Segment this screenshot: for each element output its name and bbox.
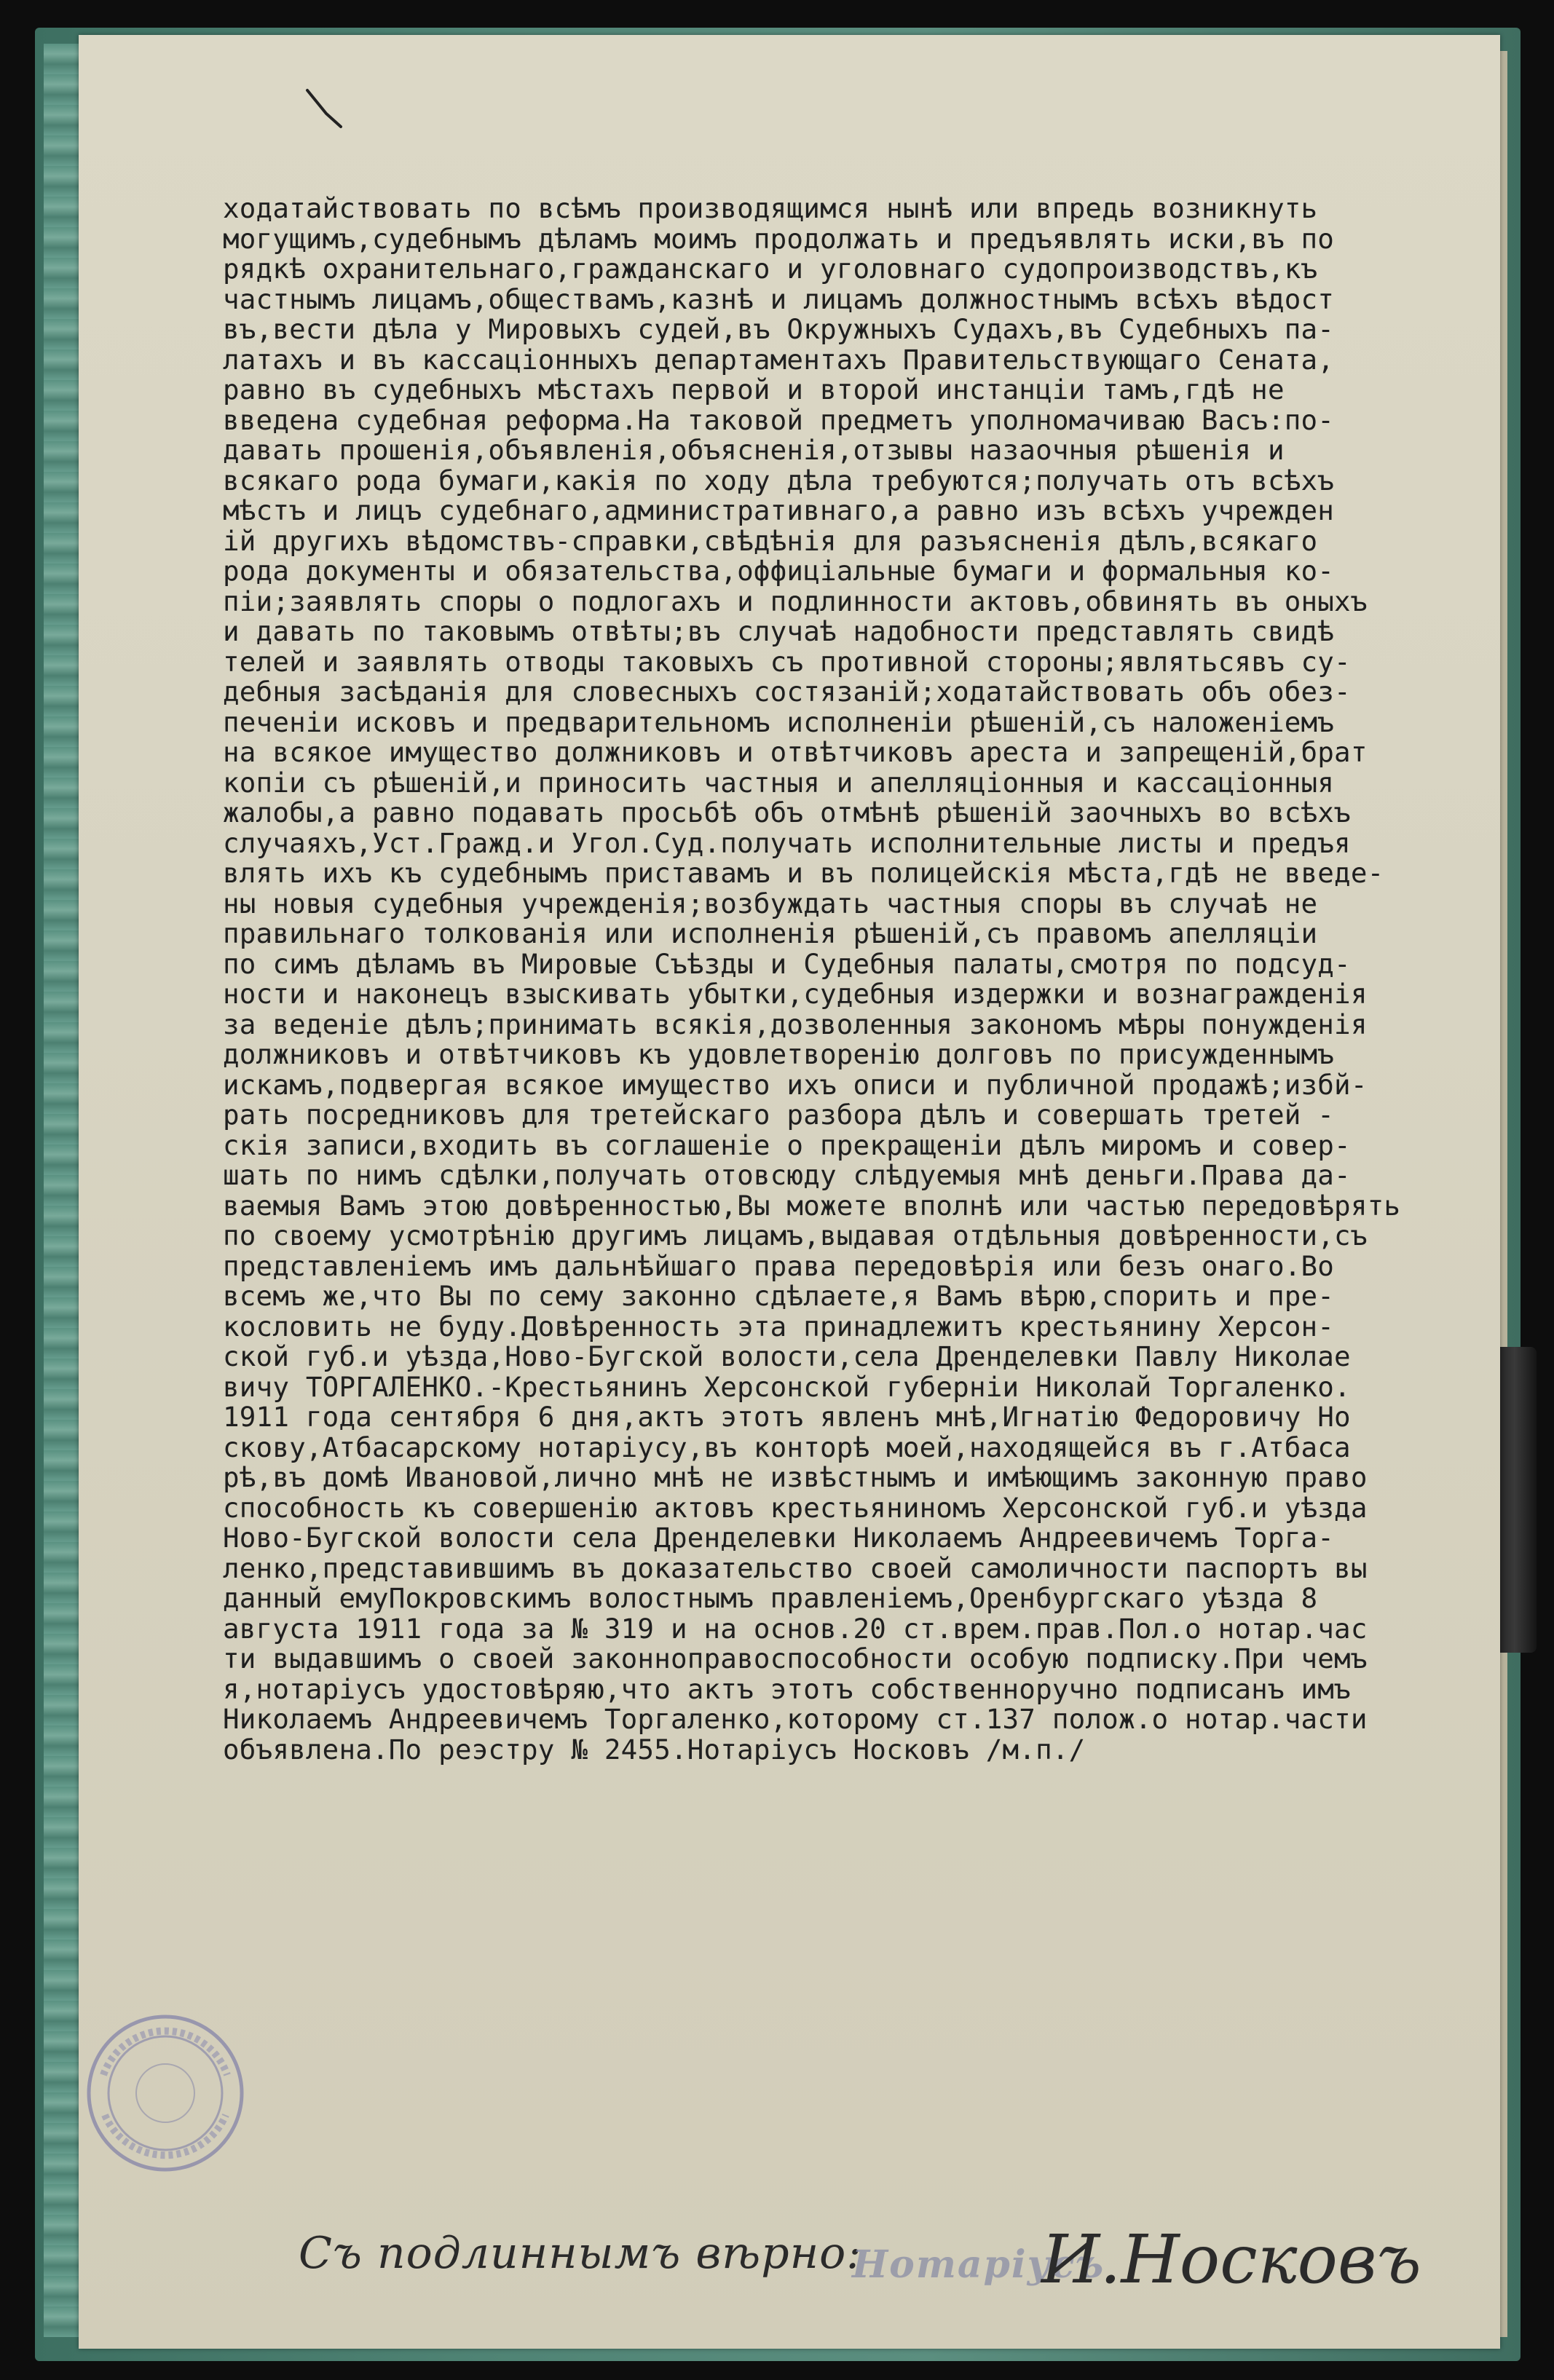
text-line: скову,Атбасарскому нотаріусу,въ конторѣ моей,находящейся въ г.Атбаса	[223, 1431, 1351, 1463]
text-line: ности и наконецъ взыскивать убытки,судебныя издержки и вознагражденія	[223, 978, 1368, 1010]
text-line: піи;заявлять споры о подлогахъ и подлинности актовъ,обвинять въ оныхъ	[223, 585, 1368, 617]
text-line: способность къ совершенію актовъ крестьяниномъ Херсонской губ.и уѣзда	[223, 1491, 1368, 1524]
text-line: печеніи исковъ и предварительномъ исполненіи рѣшеній,съ наложеніемъ	[223, 705, 1335, 738]
text-line: всемъ же,что Вы по сему законно сдѣлаете,я Вамъ вѣрю,спорить и пре-	[223, 1280, 1335, 1312]
text-line: въ,вести дѣла у Мировыхъ судей,въ Окружныхъ Судахъ,въ Судебныхъ па-	[223, 313, 1335, 345]
text-line: должниковъ и отвѣтчиковъ къ удовлетворенію долговъ по присужденнымъ	[223, 1038, 1335, 1070]
text-line: равно въ судебныхъ мѣстахъ первой и второй инстанціи тамъ,гдѣ не	[223, 373, 1285, 406]
text-line: ваемыя Вамъ этою довѣренностью,Вы можете вполнѣ или частью передовѣрять	[223, 1189, 1401, 1222]
text-line: введена судебная реформа.На таковой предметъ уполномачиваю Васъ:по-	[223, 403, 1335, 436]
text-line: я,нотаріусъ удостовѣряю,что актъ этотъ собственноручно подписанъ имъ	[223, 1672, 1351, 1705]
text-line: копіи съ рѣшеній,и приносить частныя и апелляціонныя и кассаціонныя	[223, 766, 1335, 799]
text-line: рать посредниковъ для третейскаго разбора дѣлъ и совершать третей -	[223, 1099, 1335, 1131]
text-line: мѣстъ и лицъ судебнаго,административнаго,а равно изъ всѣхъ учрежден	[223, 494, 1335, 526]
text-line: кословить не буду.Довѣренность эта принадлежитъ крестьянину Херсон-	[223, 1310, 1335, 1343]
text-line: вичу ТОРГАЛЕНКО.-Крестьянинъ Херсонской губерніи Николай Торгаленко.	[223, 1370, 1351, 1403]
notary-seal-stamp	[82, 2009, 249, 2177]
text-line: частнымъ лицамъ,обществамъ,казнѣ и лицамъ должностнымъ всѣхъ вѣдост	[223, 282, 1335, 315]
notary-name-stamp: Нотаріусъ	[852, 2242, 1105, 2287]
text-line: рода документы и обязательства,оффиціальные бумаги и формальныя ко-	[223, 555, 1335, 587]
text-line: данный емуПокровскимъ волостнымъ правленіемъ,Оренбургскаго уѣзда 8	[223, 1582, 1318, 1614]
text-line: представленіемъ имъ дальнѣйшаго права передовѣрія или безъ онаго.Во	[223, 1249, 1335, 1282]
text-line: ти выдавшимъ о своей законноправоспособности особую подписку.При чемъ	[223, 1642, 1368, 1675]
text-line: Ново-Бугской волости села Дренделевки Николаемъ Андреевичемъ Торга-	[223, 1522, 1335, 1554]
text-line: случаяхъ,Уст.Гражд.и Угол.Суд.получать исполнительные листы и предъя	[223, 826, 1351, 859]
corner-tick-mark	[304, 86, 345, 130]
text-line: латахъ и въ кассаціонныхъ департаментахъ Правительствующаго Сената,	[223, 343, 1335, 376]
text-line: жалобы,а равно подавать просьбѣ объ отмѣнѣ рѣшеній заочныхъ во всѣхъ	[223, 796, 1351, 829]
text-line: ской губ.и уѣзда,Ново-Бугской волости,села Дренделевки Павлу Николае	[223, 1340, 1351, 1372]
text-line: 1911 года сентября 6 дня,актъ этотъ явленъ мнѣ,Игнатію Федоровичу Но	[223, 1401, 1351, 1433]
document-text	[223, 194, 1483, 1765]
text-line: и давать по таковымъ отвѣты;въ случаѣ надобности представлять свидѣ	[223, 615, 1335, 647]
text-line: скія записи,входить въ соглашеніе о прекращеніи дѣлъ миромъ и совер-	[223, 1128, 1351, 1161]
notary-signature: И.Носковъ	[1041, 2221, 1421, 2298]
signature-block	[299, 2221, 1464, 2344]
certification-handwriting: Съ подлиннымъ вѣрно:	[299, 2228, 862, 2279]
text-line: по своему усмотрѣнію другимъ лицамъ,выдавая отдѣльныя довѣренности,съ	[223, 1219, 1368, 1252]
text-line: за веденіе дѣлъ;принимать всякія,дозволенныя закономъ мѣры понужденія	[223, 1008, 1368, 1040]
text-line: могущимъ,судебнымъ дѣламъ моимъ продолжать и предъявлять иски,въ по	[223, 222, 1335, 255]
text-line: всякаго рода бумаги,какія по ходу дѣла требуются;получать отъ всѣхъ	[223, 464, 1335, 497]
text-line: ходатайствовать по всѣмъ производящимся нынѣ или впредь возникнуть	[223, 192, 1318, 224]
text-line: на всякое имущество должниковъ и отвѣтчиковъ ареста и запрещеній,брат	[223, 736, 1368, 768]
text-line: телей и заявлять отводы таковыхъ съ противной стороны;являтьсявъ су-	[223, 645, 1351, 678]
text-line: давать прошенія,объявленія,объясненія,отзывы назаочныя рѣшенія и	[223, 434, 1285, 466]
text-line: ій другихъ вѣдомствъ-справки,свѣдѣнія для разъясненія дѣлъ,всякаго	[223, 524, 1318, 557]
text-line: правильнаго толкованія или исполненія рѣшеній,съ правомъ апелляціи	[223, 917, 1318, 949]
text-line: рядкѣ охранительнаго,гражданскаго и уголовнаго судопроизводствъ,къ	[223, 253, 1318, 285]
text-line: Николаемъ Андреевичемъ Торгаленко,которому ст.137 полож.о нотар.части	[223, 1703, 1368, 1735]
text-line: влять ихъ къ судебнымъ приставамъ и въ полицейскія мѣста,гдѣ не введе-	[223, 857, 1384, 889]
text-line: ны новыя судебныя учрежденія;возбуждать частныя споры въ случаѣ не	[223, 887, 1318, 920]
text-line: ленко,представившимъ въ доказательство своей самоличности паспортъ вы	[223, 1551, 1368, 1584]
text-line: по симъ дѣламъ въ Мировые Съѣзды и Судебныя палаты,смотря по подсуд-	[223, 947, 1351, 980]
text-line: рѣ,въ домѣ Ивановой,лично мнѣ не извѣстнымъ и имѣющимъ законную право	[223, 1461, 1368, 1493]
text-line: объявлена.По реэстру № 2455.Нотаріусъ Носковъ /м.п./	[223, 1733, 1086, 1766]
text-line: искамъ,подвергая всякое имущество ихъ описи и публичной продажѣ;избй-	[223, 1068, 1368, 1101]
text-line: дебныя засѣданія для словесныхъ состязаній;ходатайствовать объ обез-	[223, 676, 1351, 708]
text-line: шать по нимъ сдѣлки,получать отовсюду слѣдуемыя мнѣ деньги.Права да-	[223, 1159, 1351, 1191]
text-line: августа 1911 года за № 319 и на основ.20 ст.врем.прав.Пол.о нотар.час	[223, 1612, 1368, 1645]
